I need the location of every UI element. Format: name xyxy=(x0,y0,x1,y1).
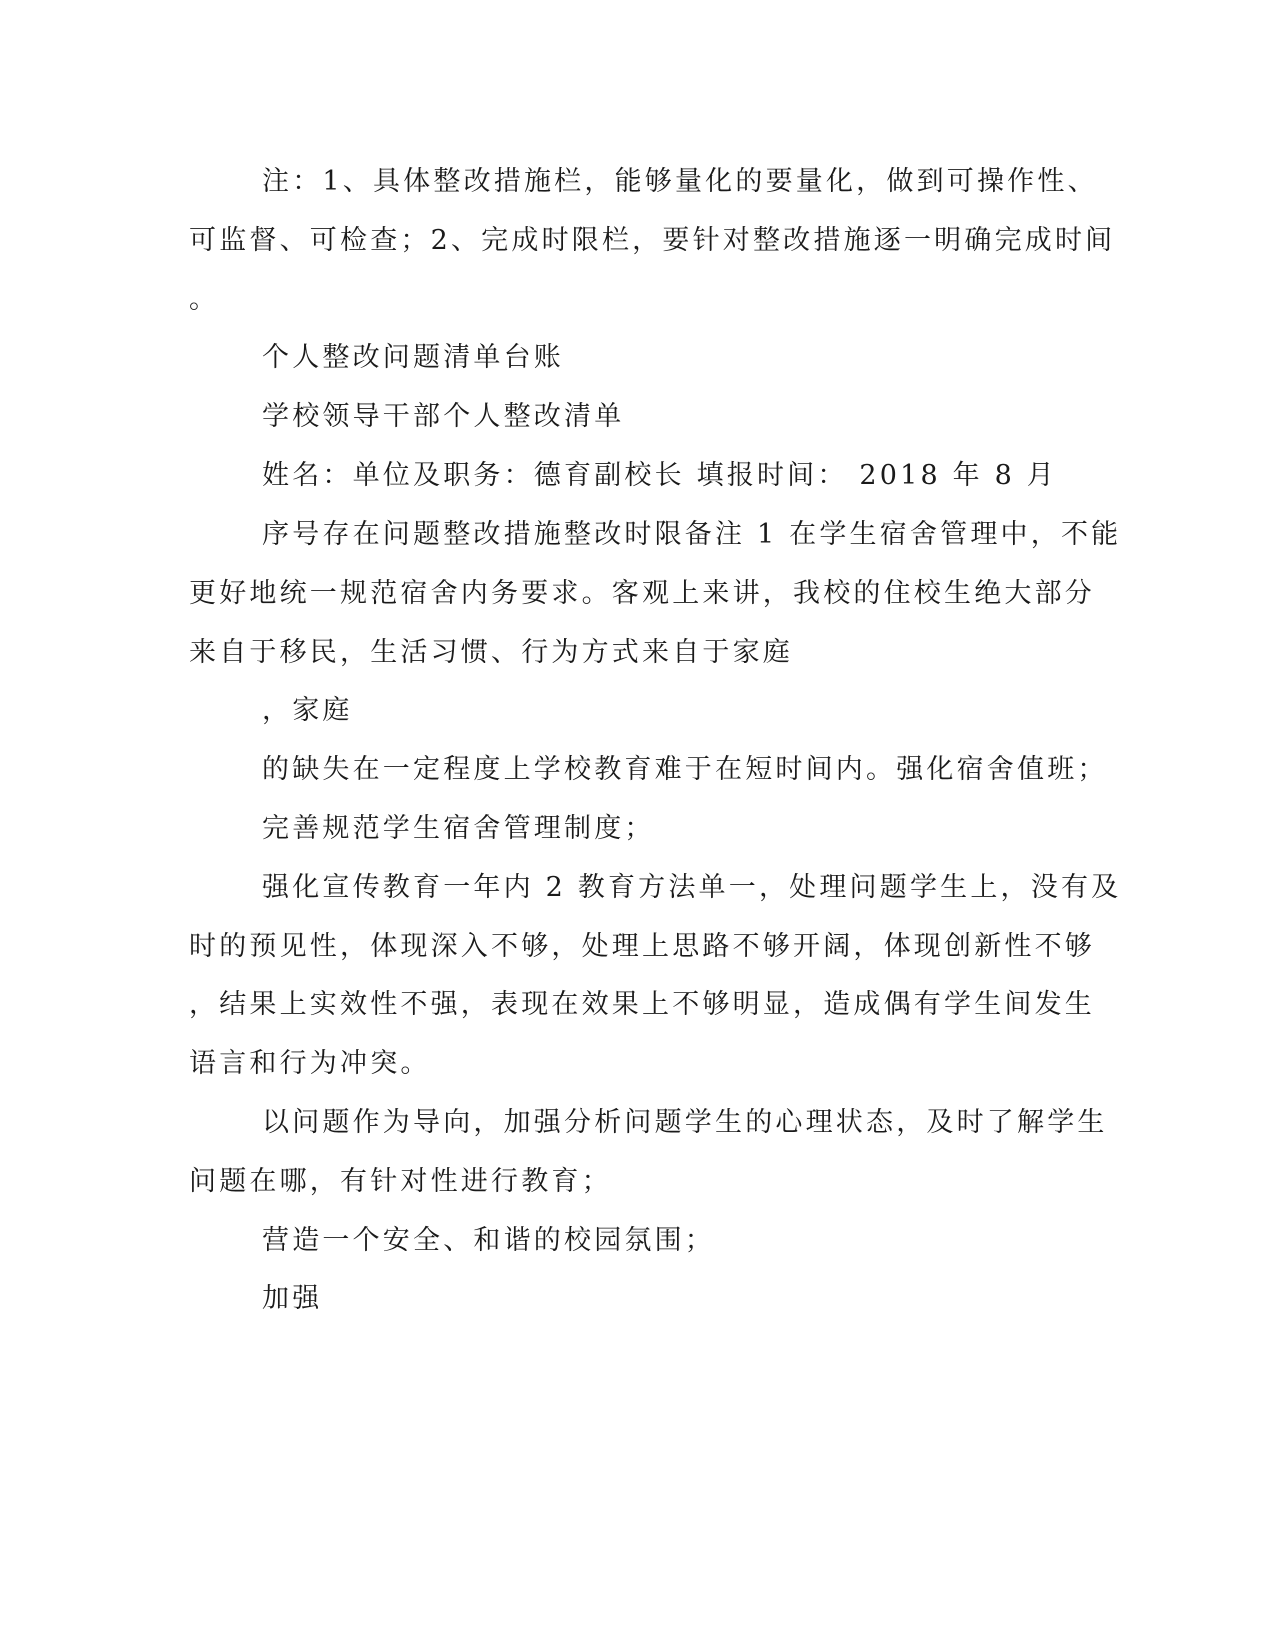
paragraph-line: 加强 xyxy=(262,1283,323,1314)
paragraph-line: 营造一个安全、和谐的校园氛围； xyxy=(262,1225,715,1256)
paragraph-line: 强化宣传教育一年内 2 教育方法单一，处理问题学生上，没有及 xyxy=(262,872,1122,903)
paragraph-line: ，家庭 xyxy=(262,695,353,726)
paragraph-line: 问题在哪，有针对性进行教育； xyxy=(189,1166,612,1197)
section-title: 个人整改问题清单台账 xyxy=(262,342,564,373)
paragraph-line: 的缺失在一定程度上学校教育难于在短时间内。强化宿舍值班； xyxy=(262,754,1108,785)
paragraph-line: 时的预见性，体现深入不够，处理上思路不够开阔，体现创新性不够 xyxy=(189,931,1095,962)
paragraph-line: 语言和行为冲突。 xyxy=(189,1048,431,1079)
note-line-3: 。 xyxy=(189,284,220,315)
paragraph-line: 以问题作为导向，加强分析问题学生的心理状态，及时了解学生 xyxy=(262,1107,1108,1138)
paragraph-line: 序号存在问题整改措施整改时限备注 1 在学生宿舍管理中，不能 xyxy=(262,519,1122,550)
list-title: 学校领导干部个人整改清单 xyxy=(262,401,625,432)
paragraph-line: ，结果上实效性不强，表现在效果上不够明显，造成偶有学生间发生 xyxy=(189,989,1095,1020)
paragraph-line: 完善规范学生宿舍管理制度； xyxy=(262,813,655,844)
form-header: 姓名：单位及职务：德育副校长 填报时间： 2018 年 8 月 xyxy=(262,460,1058,491)
note-line-1: 注：1、具体整改措施栏，能够量化的要量化，做到可操作性、 xyxy=(262,166,1098,197)
note-line-2: 可监督、可检查；2、完成时限栏，要针对整改措施逐一明确完成时间 xyxy=(189,225,1116,256)
paragraph-line: 来自于移民，生活习惯、行为方式来自于家庭 xyxy=(189,637,793,668)
paragraph-line: 更好地统一规范宿舍内务要求。客观上来讲，我校的住校生绝大部分 xyxy=(189,578,1095,609)
